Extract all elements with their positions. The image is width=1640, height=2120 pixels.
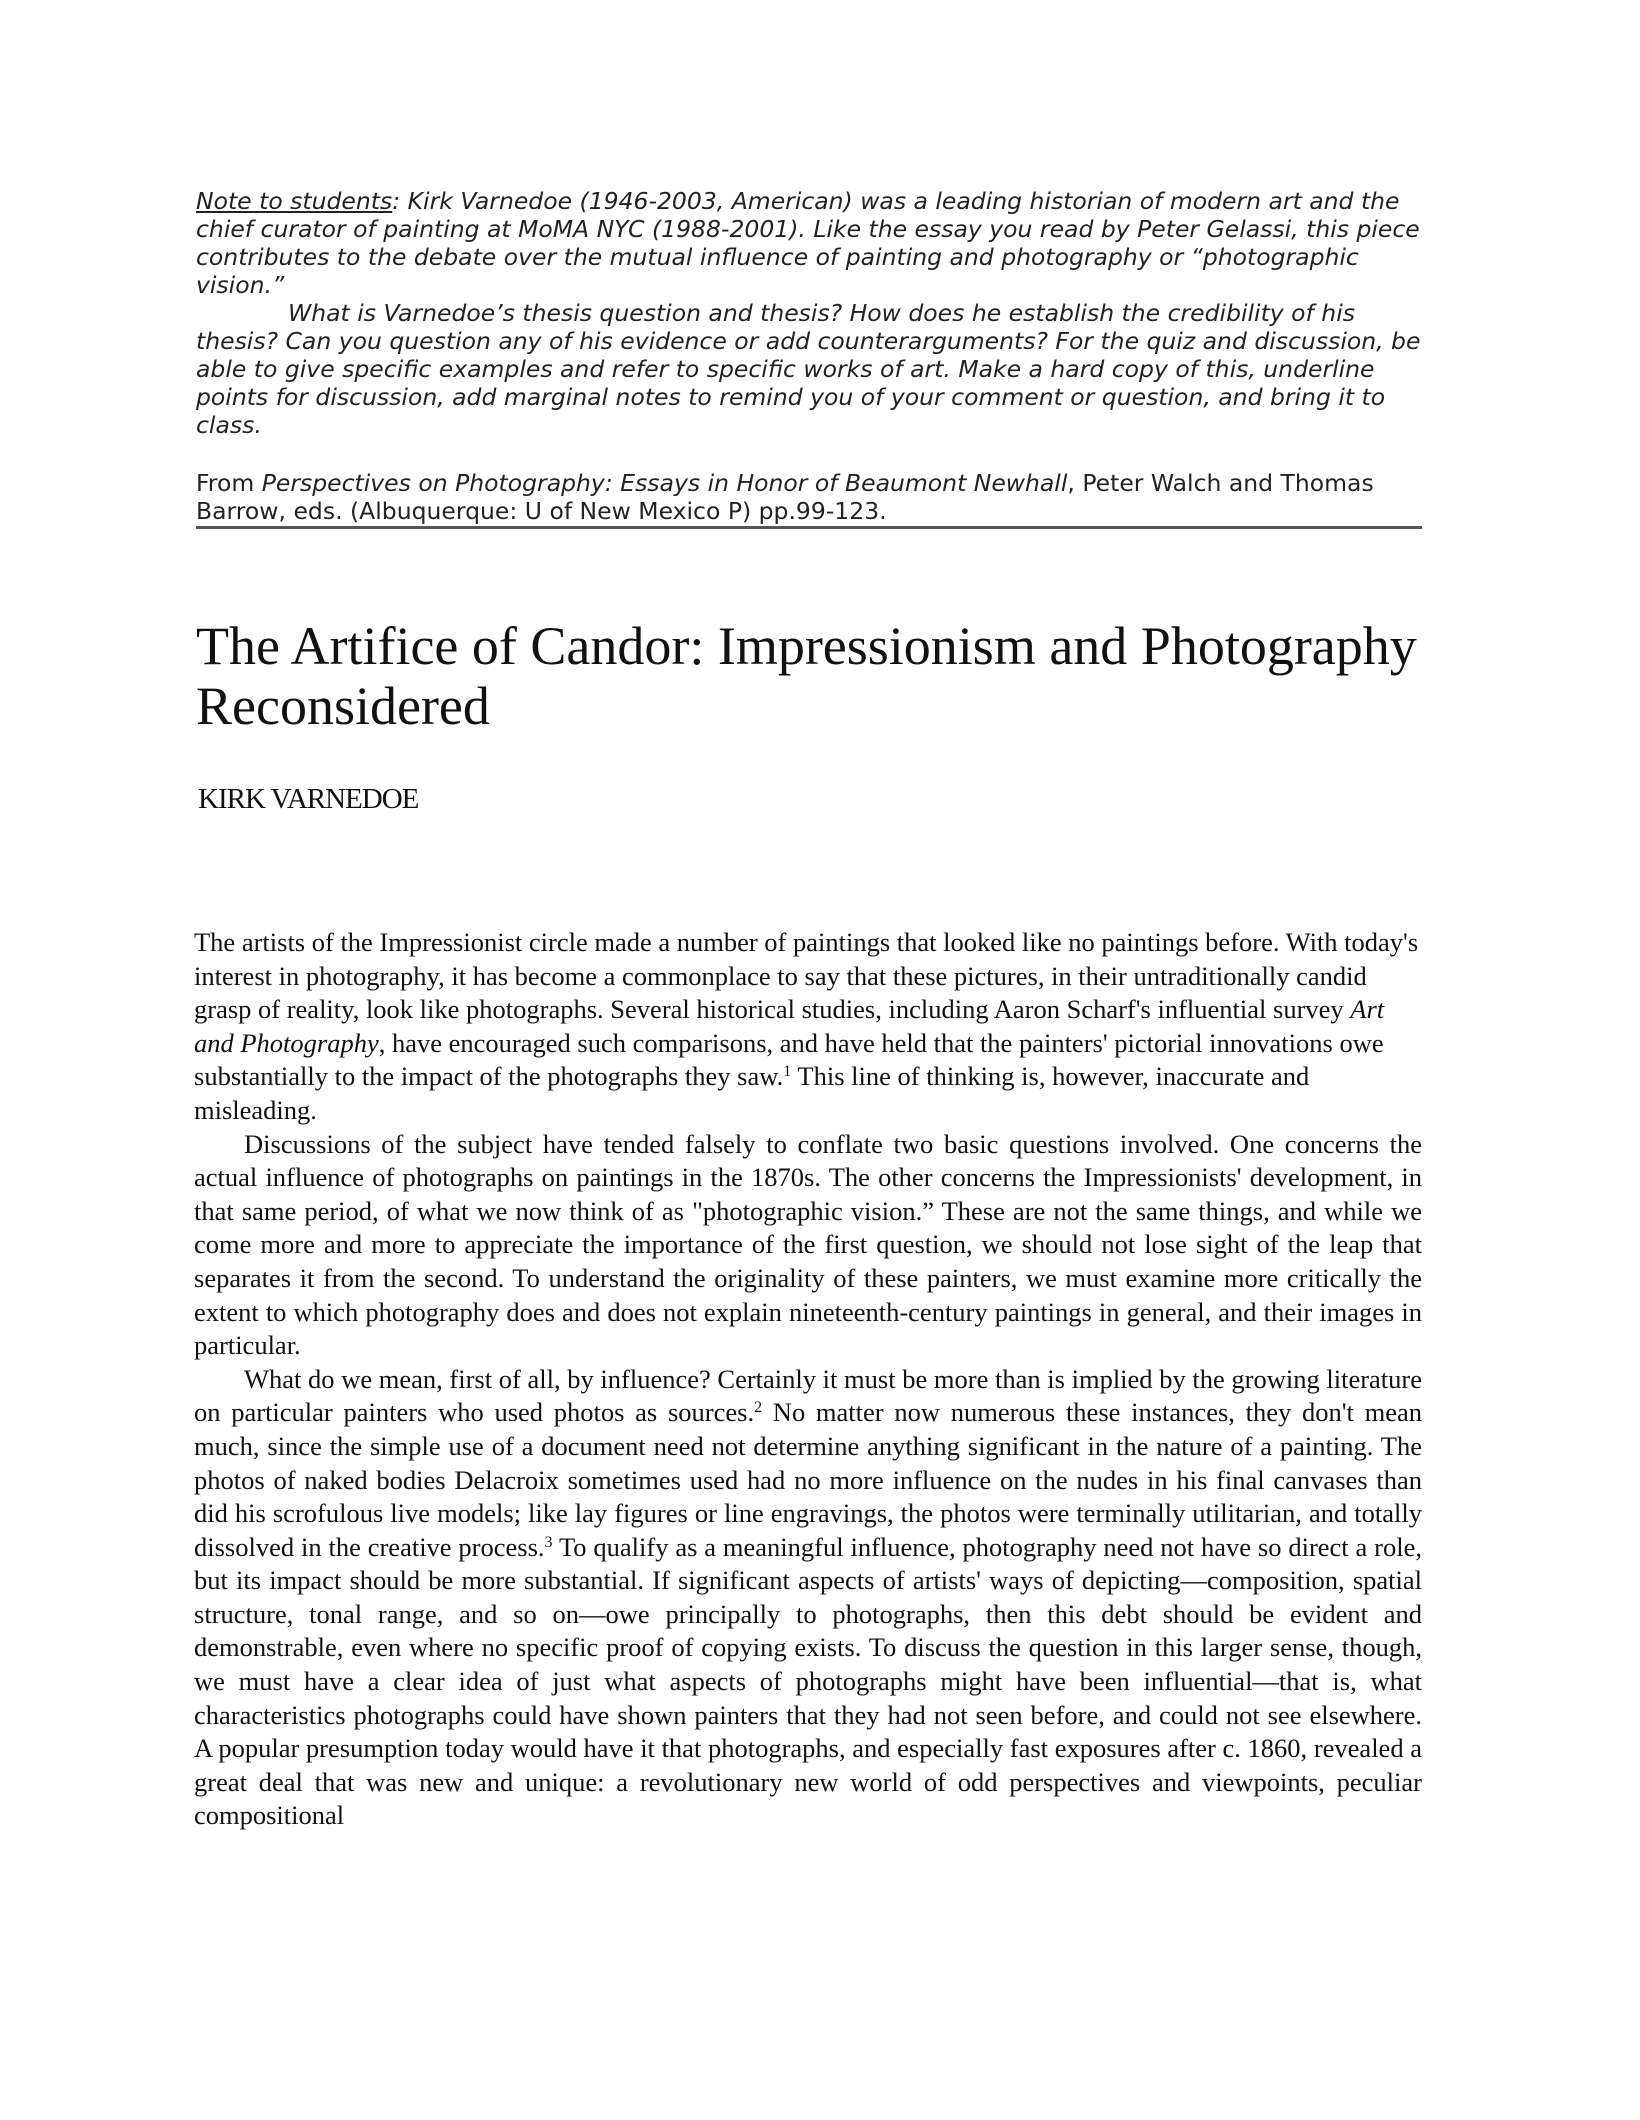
source-details: , Peter Walch and Thomas Barrow, eds. (Albuquerque: U of New Mexico P) pp.99-123. <box>196 469 1374 525</box>
source-prefix: From <box>196 469 262 497</box>
article-title: The Artifice of Candor: Impressionism and Photography Reconsidered <box>196 616 1417 736</box>
source-citation <box>196 469 1426 525</box>
footnote-ref-2: 2 <box>754 1399 763 1417</box>
note-paragraph-1 <box>196 187 1426 299</box>
body-paragraph-3 <box>194 1363 1422 1833</box>
article-author: KIRK VARNEDOE <box>198 783 419 815</box>
body-paragraph-2: Discussions of the subject have tended falsely to conflate two basic questions involved. One concerns the actual influence of photographs on paintings in the 1870s. The other concerns the Impressionists' development, in that same period, of what we now think of as "photographic vision.” These are not the same things, and while we come more and more to appreciate the importance of the first question, we should not lose sight of the leap that separates it from the second. To understand the originality of these painters, we must examine more critically the extent to which photography does and does not explain nineteenth-century paintings in general, and their images in particular. <box>194 1128 1422 1361</box>
article-body <box>194 926 1422 1833</box>
body-text: , have encouraged such comparisons, and have held that the painters' pictorial innovations owe substantially to the impact of the photographs they saw. <box>194 1027 1384 1092</box>
note-label: Note to students <box>196 187 393 215</box>
footnote-ref-3: 3 <box>544 1533 553 1551</box>
body-text: To qualify as a meaningful influence, photography need not have so direct a role, but its impact should be more substantial. If significant aspects of artists' ways of depicting—composition, spatial structure, tonal range, and so on—owe principally to photographs, then this debt should be evident and demonstrable, even where no specific proof of copying exists. To discuss the question in this larger sense, though, we must have a clear idea of just what aspects of photographs might have been influential—that is, what characteristics photographs could have shown painters that they had not seen before, and could not see elsewhere. A popular presumption today would have it that photographs, and especially fast exposures after c. 1860, revealed a great deal that was new and unique: a revolutionary new world of odd perspectives and viewpoints, peculiar compositional <box>194 1531 1422 1831</box>
body-text: No matter now numerous these instances, they don't mean much, since the simple use of a document need not determine anything significant in the nature of a painting. The photos of naked bodies Delacroix sometimes used had no more influence on the nudes in his final canvases than did his scrofulous live models; like lay figures or line engravings, the photos were terminally utilitarian, and totally dissolved in the creative process. <box>194 1397 1422 1562</box>
footnote-ref-1: 1 <box>783 1063 792 1081</box>
note-text-1: : Kirk Varnedoe (1946-2003, American) was a leading historian of modern art and the chief curator of painting at MoMA NYC (1988-2001). Like the essay you read by Peter Gelassi, this piece contributes to the debate over the mutual influence of painting and photography or “photographic vision.” <box>196 187 1420 299</box>
body-text: The artists of the Impressionist circle made a number of paintings that looked like no paintings before. With today's interest in photography, it has become a commonplace to say that these pictures, in their untraditionally candid grasp of reality, look like photographs. Several historical studies, including Aaron Scharf's influential survey <box>194 927 1419 1025</box>
source-book-title: Perspectives on Photography: Essays in Honor of Beaumont Newhall <box>261 469 1068 497</box>
note-to-students <box>196 187 1426 439</box>
body-text: This line of thinking is, however, inaccurate and misleading. <box>194 1061 1310 1125</box>
body-text: What do we mean, first of all, by influence? Certainly it must be more than is implied by the growing literature on particular painters who used photos as sources. <box>194 1363 1422 1428</box>
book-title-italic: Art and Photography <box>194 994 1385 1058</box>
note-paragraph-2: What is Varnedoe’s thesis question and thesis? How does he establish the credibility of his thesis? Can you question any of his evidence or add counterarguments? For the quiz and discussion, be able to give specific examples and refer to specific works of art. Make a hard copy of this, underline points for discussion, add marginal notes to remind you of your comment or question, and bring it to class. <box>196 299 1421 439</box>
body-paragraph-1 <box>194 926 1422 1128</box>
horizontal-rule <box>196 526 1422 529</box>
